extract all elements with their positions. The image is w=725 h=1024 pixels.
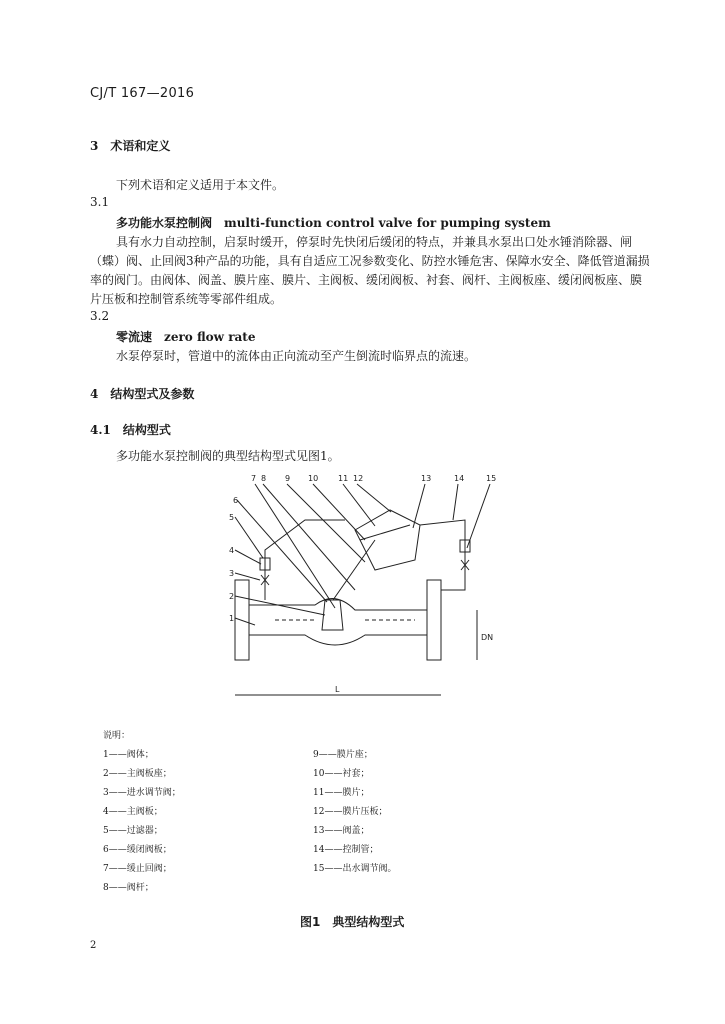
callout-15: 15 xyxy=(486,474,497,483)
callout-4: 4 xyxy=(229,546,235,555)
section-3-heading: 3 术语和定义 xyxy=(90,139,171,153)
callout-13: 13 xyxy=(421,474,432,483)
callout-7: 7 xyxy=(251,474,257,483)
callout-2: 2 xyxy=(229,592,235,601)
valve-structure-figure xyxy=(215,470,515,710)
legend-right-11: 11——膜片； xyxy=(313,788,370,798)
term-3-1-definition xyxy=(90,233,650,309)
page-number: 2 xyxy=(90,940,97,951)
standard-number-header: CJ/T 167—2016 xyxy=(90,86,195,101)
section-4-1-intro: 多功能水泵控制阀的典型结构型式见图1。 xyxy=(116,449,340,463)
figure-caption: 图1 典型结构型式 xyxy=(300,915,405,929)
legend-left-5: 5——过滤器； xyxy=(103,826,163,836)
callout-1: 1 xyxy=(229,614,235,623)
legend-title: 说明： xyxy=(103,731,131,741)
valve-stem xyxy=(333,540,375,600)
legend-left-2: 2——主阀板座； xyxy=(103,769,172,779)
valve-body-bottom xyxy=(249,635,427,645)
callout-5: 5 xyxy=(229,513,235,522)
diaphragm xyxy=(360,525,410,540)
legend-right-12: 12——膜片压板； xyxy=(313,807,388,817)
callout-8: 8 xyxy=(261,474,267,483)
callout-9: 9 xyxy=(285,474,291,483)
legend-left-3: 3——进水调节阀； xyxy=(103,788,181,798)
legend-right-15: 15——出水调节阀。 xyxy=(313,864,397,874)
legend-left-7: 7——缓止回阀； xyxy=(103,864,172,874)
term-3-1-title: 多功能水泵控制阀 multi-function control valve for pumping system xyxy=(116,216,551,230)
section-4-heading: 4 结构型式及参数 xyxy=(90,387,195,401)
dimension-length-label: L xyxy=(335,685,340,694)
legend-left-1: 1——阀体； xyxy=(103,750,154,760)
callout-6: 6 xyxy=(233,496,239,505)
legend-right-9: 9——膜片座； xyxy=(313,750,373,760)
legend-left-8: 8——阀杆； xyxy=(103,883,154,893)
term-3-2-number: 3.2 xyxy=(90,309,110,323)
callout-12: 12 xyxy=(353,474,364,483)
legend-left-6: 6——缓闭阀板； xyxy=(103,845,172,855)
section-3-intro: 下列术语和定义适用于本文件。 xyxy=(116,178,285,192)
section-4-1-heading: 4.1 结构型式 xyxy=(90,423,171,437)
callout-3: 3 xyxy=(229,569,235,578)
right-flange xyxy=(427,580,441,660)
dimension-dn-label: DN xyxy=(481,633,494,642)
term-3-1-definition-text: 具有水力自动控制，启泵时缓开，停泵时先快闭后缓闭的特点，并兼具水泵出口处水锤消除器、闸（蝶）阀、止回阀3种产品的功能，具有自适应工况参数变化、防控水锤危害、保障水安全、降低管道漏损率的阀门。由阀体、阀盖、膜片座、膜片、主阀板、缓闭阀板、衬套、阀杆、主阀板座、缓闭阀板座、膜片压板和控制管系统等零部件组成。 xyxy=(90,235,650,306)
term-3-2-title: 零流速 zero flow rate xyxy=(116,330,256,344)
term-3-2-definition: 水泵停泵时，管道中的流体由正向流动至产生倒流时临界点的流速。 xyxy=(116,349,477,363)
term-3-1-number: 3.1 xyxy=(90,195,110,209)
legend-left-4: 4——主阀板； xyxy=(103,807,163,817)
callout-11: 11 xyxy=(338,474,349,483)
legend-right-10: 10——衬套； xyxy=(313,769,370,779)
legend-right-13: 13——阀盖； xyxy=(313,826,370,836)
callout-10: 10 xyxy=(308,474,319,483)
legend-right-14: 14——控制管； xyxy=(313,845,379,855)
callout-14: 14 xyxy=(454,474,465,483)
